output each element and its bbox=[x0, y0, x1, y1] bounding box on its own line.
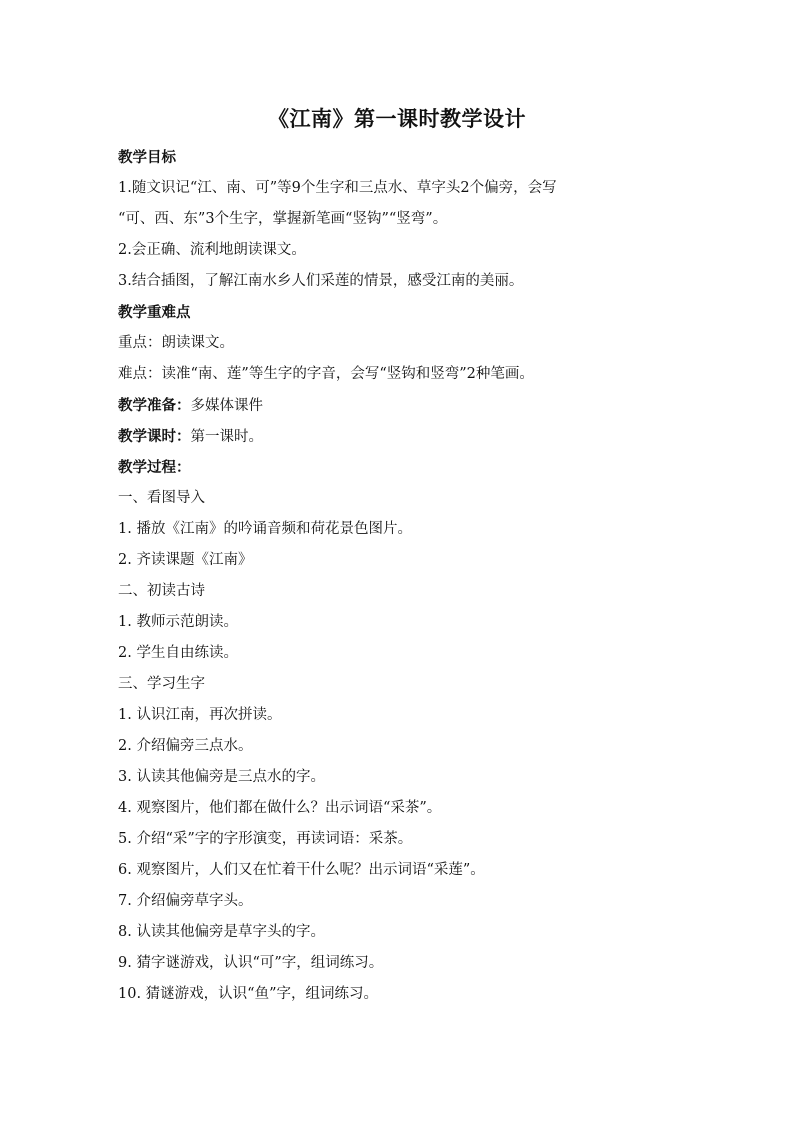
process-item: 10. 猜谜游戏，认识“鱼”字，组词练习。 bbox=[118, 986, 378, 1002]
process-item: 3. 认读其他偏旁是三点水的字。 bbox=[118, 769, 325, 785]
goal-line: 2.会正确、流利地朗读课文。 bbox=[118, 242, 306, 258]
process-item: 9. 猜字谜游戏，认识“可”字，组词练习。 bbox=[118, 955, 384, 971]
process-item: 2. 介绍偏旁三点水。 bbox=[118, 738, 253, 754]
process-heading: 教学过程： bbox=[118, 459, 191, 476]
section-heading: 一、看图导入 bbox=[118, 490, 205, 506]
process-item: 7. 介绍偏旁草字头。 bbox=[118, 893, 253, 909]
process-item: 8. 认读其他偏旁是草字头的字。 bbox=[118, 924, 325, 940]
prep-line bbox=[118, 390, 678, 421]
process-item: 2. 学生自由练读。 bbox=[118, 645, 238, 661]
document-body bbox=[118, 142, 678, 1010]
goal-line: 3.结合插图，了解江南水乡人们采莲的情景，感受江南的美丽。 bbox=[118, 273, 524, 289]
goal-line: “可、西、东”3个生字，掌握新笔画“竖钩”“竖弯”。 bbox=[118, 211, 448, 227]
period-value: 第一课时。 bbox=[190, 429, 263, 445]
process-item: 4. 观察图片，他们都在做什么？出示词语“采茶”。 bbox=[118, 800, 442, 816]
period-line bbox=[118, 421, 678, 452]
process-item: 1. 认识江南，再次拼读。 bbox=[118, 707, 282, 723]
process-item: 2. 齐读课题《江南》 bbox=[118, 552, 253, 568]
process-item: 1. 教师示范朗读。 bbox=[118, 614, 238, 630]
process-item: 6. 观察图片，人们又在忙着干什么呢？出示词语“采莲”。 bbox=[118, 862, 485, 878]
prep-value: 多媒体课件 bbox=[190, 398, 263, 414]
process-item: 5. 介绍“采”字的字形演变，再读词语：采茶。 bbox=[118, 831, 413, 847]
difficulty-heading: 教学重难点 bbox=[118, 304, 191, 321]
document-title: 《江南》第一课时教学设计 bbox=[268, 106, 526, 131]
section-heading: 二、初读古诗 bbox=[118, 583, 205, 599]
section-heading: 三、学习生字 bbox=[118, 676, 205, 692]
goal-line: 1.随文识记“江、南、可”等9个生字和三点水、草字头2个偏旁，会写 bbox=[118, 180, 557, 196]
period-label: 教学课时： bbox=[118, 428, 191, 445]
difficulty-line: 难点：读准“南、莲”等生字的字音，会写“竖钩和竖弯”2种笔画。 bbox=[118, 366, 534, 382]
process-item: 1. 播放《江南》的吟诵音频和荷花景色图片。 bbox=[118, 521, 412, 537]
prep-label: 教学准备： bbox=[118, 397, 191, 414]
goals-heading: 教学目标 bbox=[118, 149, 176, 166]
focus-line: 重点：朗读课文。 bbox=[118, 335, 234, 351]
